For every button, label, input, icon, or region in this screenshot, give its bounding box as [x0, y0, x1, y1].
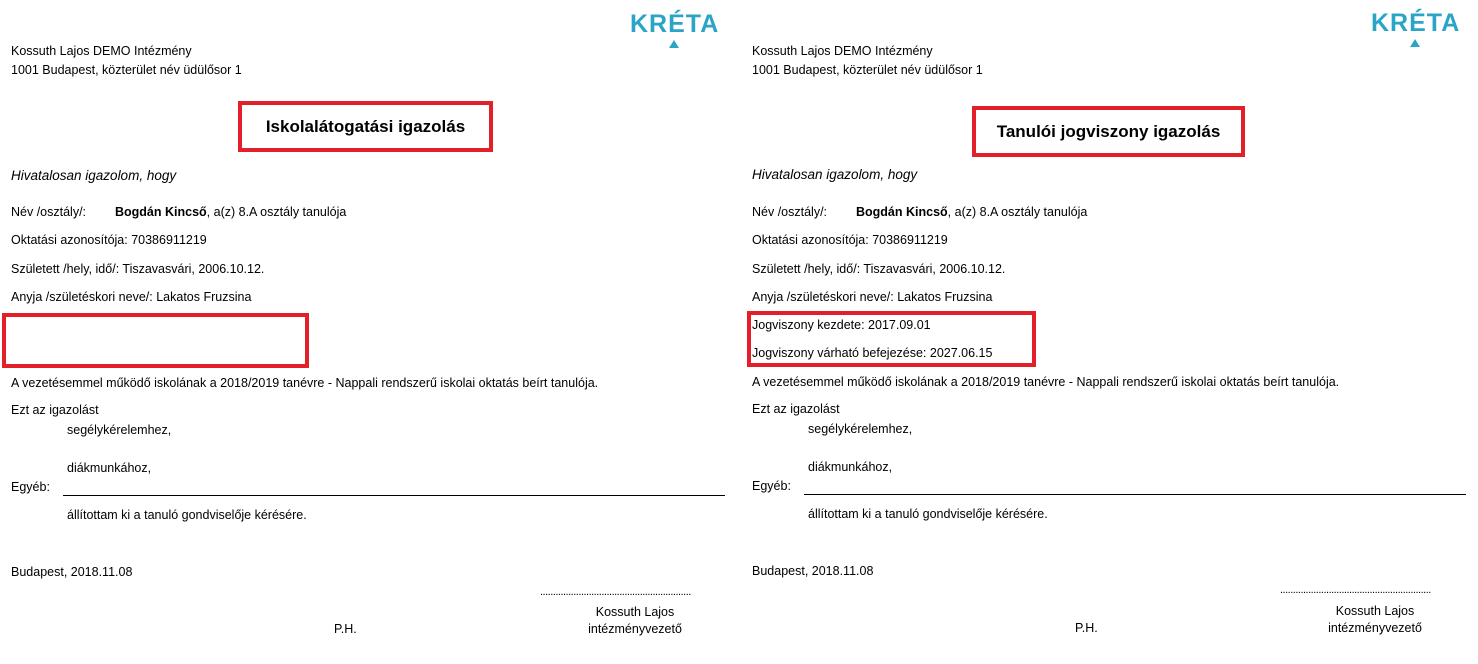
kreta-logo [630, 10, 719, 39]
institution-name: Kossuth Lajos DEMO Intézmény [11, 44, 192, 58]
issued-text: állítottam ki a tanuló gondviselője kérésére. [808, 507, 1048, 521]
signer-name: Kossuth Lajos [595, 605, 675, 619]
signature-line: ........................................................... [1280, 584, 1431, 596]
logo-text: KRÉTA [1371, 9, 1461, 37]
other-line [804, 494, 1466, 495]
institution-name: Kossuth Lajos DEMO Intézmény [752, 44, 933, 58]
statement: A vezetésemmel működő iskolának a 2018/2019 tanévre - Nappali rendszerű iskolai oktatás beírt tanulója. [11, 376, 599, 390]
name-label: Név /osztály/: [752, 205, 828, 219]
document-title-text: Iskolalátogatási igazolás [265, 116, 466, 136]
birth-info: Született /hely, idő/: Tiszavasvári, 2006.10.12. [752, 262, 1006, 276]
education-id: Oktatási azonosítója: 70386911219 [11, 233, 207, 247]
certificate-for: Ezt az igazolást [752, 402, 840, 416]
purpose-aid: segélykérelemhez, [808, 422, 913, 436]
status-start: Jogviszony kezdete: 2017.09.01 [752, 318, 931, 332]
student-name: Bogdán Kincső [856, 205, 948, 219]
mother-name: Anyja /születéskori neve/: Lakatos Fruzsina [11, 290, 252, 304]
document-title [972, 106, 1245, 157]
student-name-line [115, 205, 346, 219]
education-id: Oktatási azonosítója: 70386911219 [752, 233, 948, 247]
mother-name: Anyja /születéskori neve/: Lakatos Fruzsina [752, 290, 993, 304]
empty-highlight-box [2, 313, 309, 368]
purpose-aid: segélykérelemhez, [67, 423, 172, 437]
signer-name: Kossuth Lajos [1335, 604, 1415, 618]
document-title [238, 101, 493, 152]
other-line [63, 495, 725, 496]
purpose-student-work: diákmunkához, [808, 460, 893, 474]
statement: A vezetésemmel működő iskolának a 2018/2019 tanévre - Nappali rendszerű iskolai oktatás beírt tanulója. [752, 375, 1340, 389]
student-class: , a(z) 8.A osztály tanulója [206, 205, 347, 219]
logo-triangle-icon [630, 10, 720, 50]
stamp-label: P.H. [334, 622, 357, 636]
institution-address: 1001 Budapest, közterület név üdülősor 1 [752, 63, 983, 77]
signer-role: intézményvezető [588, 622, 682, 636]
signature-line: ........................................................... [540, 586, 691, 598]
logo-triangle-icon [1371, 9, 1461, 49]
student-name: Bogdán Kincső [115, 205, 207, 219]
intro-text: Hivatalosan igazolom, hogy [752, 167, 918, 182]
document-student-status [739, 0, 1478, 664]
name-label: Név /osztály/: [11, 205, 87, 219]
kreta-logo [1371, 9, 1460, 38]
document-title-text: Tanulói jogviszony igazolás [996, 121, 1221, 141]
institution-address: 1001 Budapest, közterület név üdülősor 1 [11, 63, 242, 77]
intro-text: Hivatalosan igazolom, hogy [11, 168, 177, 183]
place-date: Budapest, 2018.11.08 [11, 565, 133, 579]
student-name-line [856, 205, 1087, 219]
certificate-for: Ezt az igazolást [11, 403, 99, 417]
stamp-label: P.H. [1075, 621, 1098, 635]
issued-text: állítottam ki a tanuló gondviselője kérésére. [67, 508, 307, 522]
other-label: Egyéb: [11, 480, 50, 494]
place-date: Budapest, 2018.11.08 [752, 564, 874, 578]
other-label: Egyéb: [752, 479, 791, 493]
signer-role: intézményvezető [1328, 621, 1422, 635]
purpose-student-work: diákmunkához, [67, 461, 152, 475]
birth-info: Született /hely, idő/: Tiszavasvári, 2006.10.12. [11, 262, 265, 276]
status-end: Jogviszony várható befejezése: 2027.06.15 [752, 346, 993, 360]
logo-text: KRÉTA [630, 10, 720, 38]
student-class: , a(z) 8.A osztály tanulója [947, 205, 1088, 219]
